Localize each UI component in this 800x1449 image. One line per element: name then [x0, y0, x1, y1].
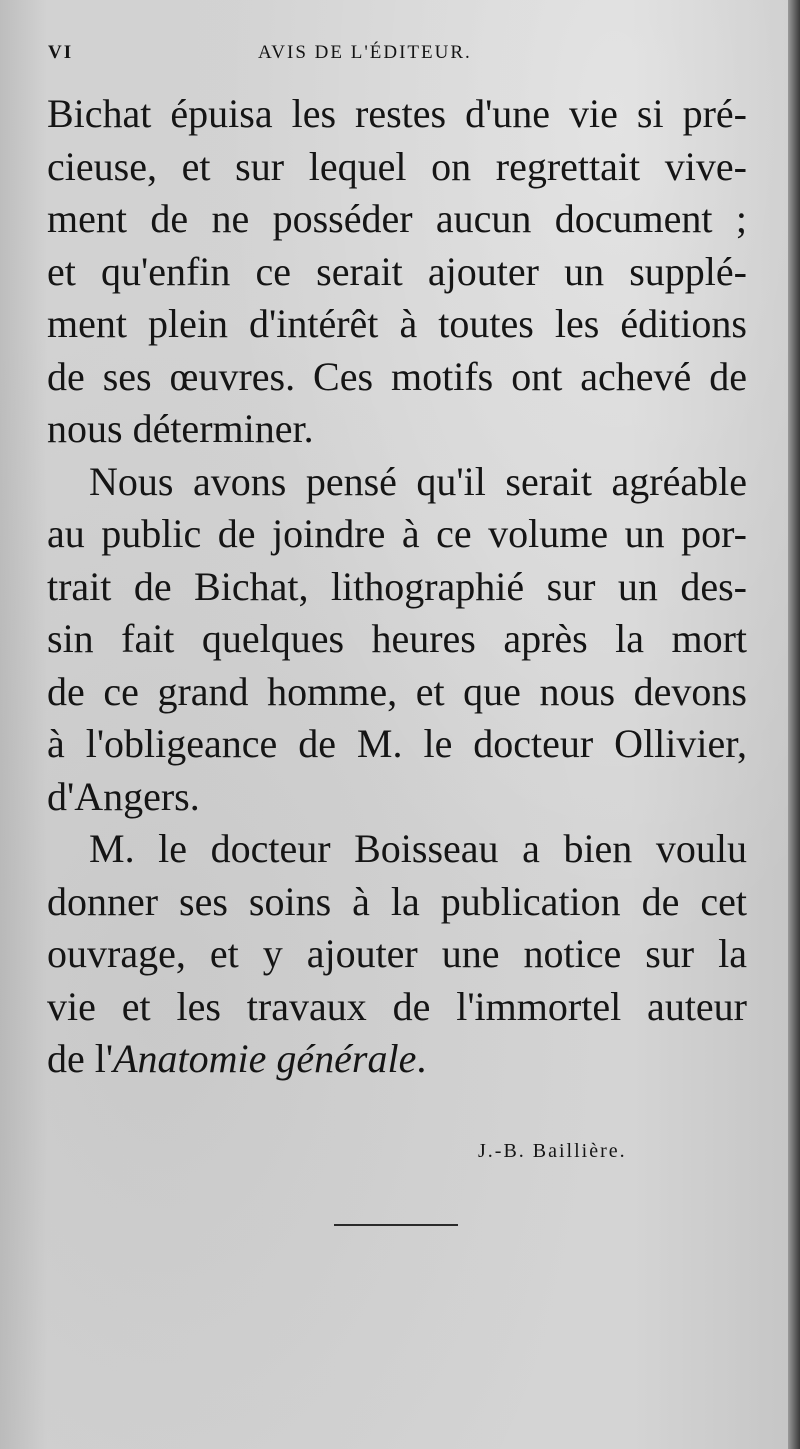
publisher-signature: J.-B. Baillière.: [478, 1140, 627, 1162]
body-text: [47, 88, 747, 1086]
text-line: d'Angers.: [47, 773, 200, 819]
page-number: VI: [48, 42, 74, 63]
text-line: de ses œuvres. Ces motifs ont achevé de: [47, 353, 747, 399]
text-line: au public de joindre à ce volume un por-: [47, 511, 747, 556]
text-line: ouvrage, et y ajouter une notice sur la: [47, 931, 747, 976]
text-line-final: [47, 1033, 747, 1086]
text-line: Nous avons pensé qu'il serait agréable: [89, 458, 747, 504]
horizontal-rule: [334, 1224, 458, 1226]
text-line: Bichat épuisa les restes d'une vie si pré-: [47, 91, 747, 136]
running-head-title: AVIS DE L'ÉDITEUR.: [258, 42, 472, 63]
text-line: à l'obligeance de M. le docteur Ollivier,: [47, 721, 747, 766]
paragraph: [47, 456, 747, 824]
book-title-italic: Anatomie générale: [113, 1036, 417, 1081]
text-line: de ce grand homme, et que nous devons: [47, 668, 747, 714]
text-fragment: .: [416, 1036, 427, 1081]
paragraph: [47, 88, 747, 456]
text-line: et qu'enfin ce serait ajouter un supplé-: [47, 248, 747, 294]
text-line: ment de ne posséder aucun document ;: [47, 196, 747, 241]
text-line: nous déterminer.: [47, 406, 314, 451]
text-line: ment plein d'intérêt à toutes les éditions: [47, 301, 747, 346]
text-line: donner ses soins à la publication de cet: [47, 878, 747, 924]
paragraph: [47, 823, 747, 1086]
text-line: cieuse, et sur lequel on regrettait vive-: [47, 143, 747, 189]
text-line: vie et les travaux de l'immortel auteur: [47, 983, 747, 1029]
text-line: M. le docteur Boisseau a bien voulu: [89, 826, 747, 871]
page-edge-shadow: [788, 0, 800, 1449]
text-line: sin fait quelques heures après la mort: [47, 616, 747, 661]
text-fragment: de l': [47, 1036, 114, 1081]
running-head: [48, 42, 748, 78]
text-line: trait de Bichat, lithographié sur un des-: [47, 563, 747, 609]
